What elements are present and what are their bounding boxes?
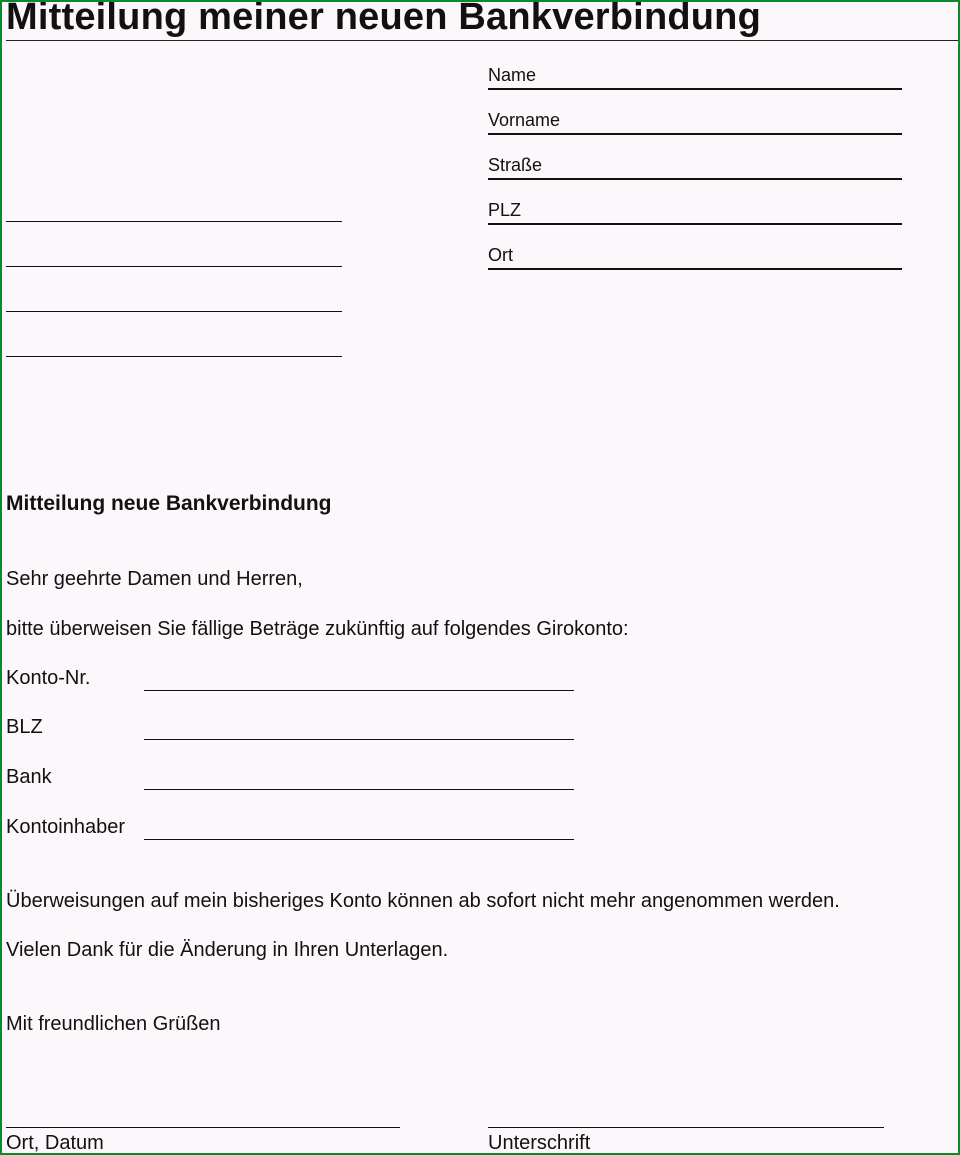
- signature-label: Unterschrift: [488, 1132, 591, 1154]
- plz-field[interactable]: [488, 201, 902, 225]
- place-date-line[interactable]: [6, 1123, 400, 1128]
- strasse-field[interactable]: [488, 156, 902, 180]
- page-title: Mitteilung meiner neuen Bankverbindung: [6, 0, 762, 38]
- signature-line[interactable]: [488, 1123, 884, 1128]
- notice-text: Überweisungen auf mein bisheriges Konto können ab sofort nicht mehr angenommen werden.: [6, 890, 840, 912]
- request-text: bitte überweisen Sie fällige Beträge zukünftig auf folgendes Girokonto:: [6, 618, 629, 640]
- letter-subject: Mitteilung neue Bankverbindung: [6, 492, 332, 515]
- address-line-4[interactable]: [6, 336, 342, 357]
- vorname-label: Vorname: [488, 110, 561, 130]
- vorname-field[interactable]: [488, 111, 902, 135]
- title-underline: [6, 40, 958, 41]
- name-field[interactable]: [488, 66, 902, 90]
- bank-field[interactable]: [144, 769, 574, 790]
- bank-label: Bank: [6, 766, 52, 788]
- strasse-label: Straße: [488, 155, 543, 175]
- address-line-2[interactable]: [6, 246, 342, 267]
- konto-nr-field[interactable]: [144, 670, 574, 691]
- ort-label: Ort: [488, 245, 513, 265]
- plz-label: PLZ: [488, 200, 522, 220]
- thanks-text: Vielen Dank für die Änderung in Ihren Unterlagen.: [6, 939, 449, 961]
- blz-label: BLZ: [6, 716, 43, 738]
- kontoinhaber-field[interactable]: [144, 819, 574, 840]
- ort-field[interactable]: [488, 246, 902, 270]
- address-line-1[interactable]: [6, 201, 342, 222]
- salutation: Sehr geehrte Damen und Herren,: [6, 568, 303, 590]
- konto-nr-label: Konto-Nr.: [6, 667, 91, 689]
- address-line-3[interactable]: [6, 291, 342, 312]
- kontoinhaber-label: Kontoinhaber: [6, 816, 125, 838]
- blz-field[interactable]: [144, 719, 574, 740]
- place-date-label: Ort, Datum: [6, 1132, 104, 1154]
- name-label: Name: [488, 65, 537, 85]
- closing-text: Mit freundlichen Grüßen: [6, 1013, 221, 1035]
